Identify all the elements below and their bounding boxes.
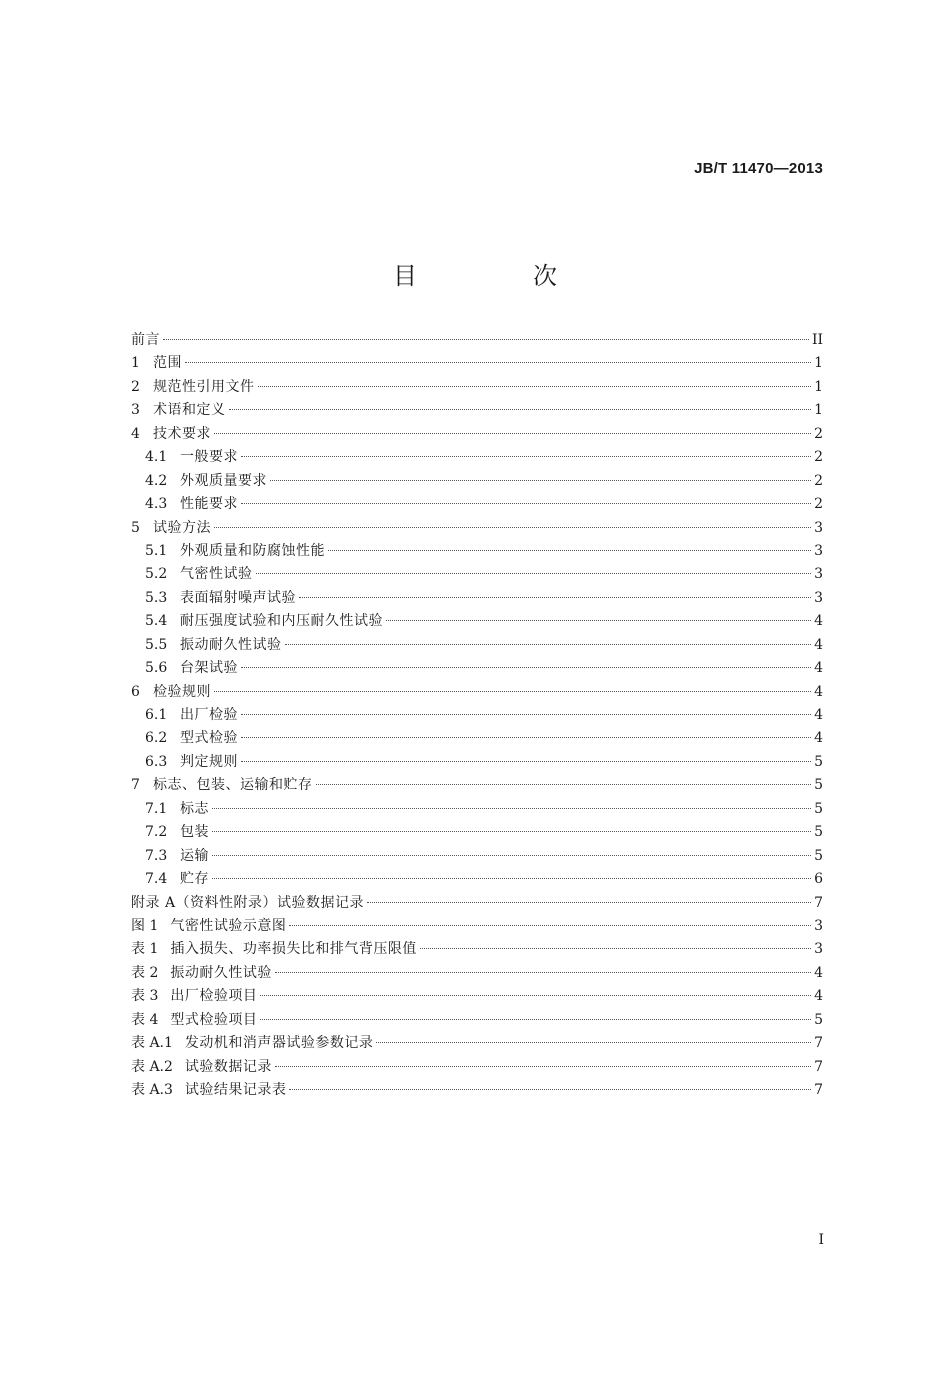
toc-entry-number: 图 1 — [131, 917, 159, 934]
toc-entry-title: 性能要求 — [180, 496, 238, 513]
toc-entry[interactable] — [131, 634, 823, 657]
toc-leader-dots — [316, 783, 812, 785]
toc-entry-number: 6.2 — [145, 730, 168, 747]
toc-leader-dots — [212, 877, 811, 879]
toc-entry-title: 规范性引用文件 — [153, 378, 255, 395]
toc-entry[interactable] — [131, 587, 823, 610]
toc-entry-title: 试验数据记录 — [184, 1058, 272, 1075]
toc-entry-number: 5 — [131, 519, 140, 536]
toc-entry-title: 外观质量和防腐蚀性能 — [180, 542, 325, 559]
toc-entry-page: 4 — [814, 730, 823, 747]
toc-entry-title: 型式检验项目 — [170, 1011, 258, 1028]
toc-entry-title: 检验规则 — [153, 683, 211, 700]
toc-entry-title: 振动耐久性试验 — [170, 964, 272, 981]
toc-entry-page: 6 — [814, 871, 823, 888]
toc-entry[interactable] — [131, 423, 823, 446]
toc-leader-dots — [241, 713, 811, 715]
toc-entry-page: 5 — [814, 753, 823, 770]
toc-leader-dots — [289, 1088, 811, 1090]
toc-entry-page: 4 — [814, 613, 823, 630]
toc-entry-title: 附录 A（资料性附录）试验数据记录 — [131, 894, 365, 911]
toc-entry-title: 台架试验 — [180, 660, 238, 677]
toc-entry-title: 试验方法 — [153, 519, 211, 536]
toc-entry-number: 表 A.1 — [131, 1035, 173, 1052]
toc-entry[interactable] — [131, 329, 823, 352]
toc-leader-dots — [214, 690, 811, 692]
toc-leader-dots — [260, 1018, 811, 1020]
toc-entry-title: 范围 — [153, 355, 182, 372]
toc-leader-dots — [241, 736, 811, 738]
toc-entry-title: 出厂检验 — [180, 707, 238, 723]
toc-entry-title: 标志、包装、运输和贮存 — [153, 777, 313, 794]
toc-entry-page: 5 — [814, 824, 823, 841]
toc-entry-title: 发动机和消声器试验参数记录 — [184, 1035, 374, 1052]
toc-entry-number: 表 2 — [131, 964, 159, 981]
toc-entry[interactable] — [131, 821, 823, 844]
toc-entry-page: 4 — [814, 683, 823, 700]
toc-entry-title: 运输 — [180, 847, 209, 864]
toc-entry-page: 2 — [814, 449, 823, 466]
toc-entry[interactable] — [131, 962, 823, 985]
toc-leader-dots — [275, 1065, 811, 1067]
toc-entry-number: 7.1 — [145, 800, 168, 817]
toc-entry-title: 试验结果记录表 — [184, 1082, 287, 1098]
toc-entry-page: 4 — [814, 660, 823, 677]
toc-entry-number: 5.4 — [145, 613, 168, 630]
toc-entry-title: 出厂检验项目 — [170, 988, 258, 1005]
toc-leader-dots — [185, 361, 811, 363]
toc-entry[interactable] — [131, 1079, 823, 1102]
toc-entry-title: 前言 — [131, 332, 160, 348]
toc-leader-dots — [299, 596, 811, 598]
toc-entry[interactable] — [131, 470, 823, 493]
toc-entry-number: 1 — [131, 355, 140, 372]
toc-entry[interactable] — [131, 1032, 823, 1055]
toc-entry-number: 表 4 — [131, 1011, 159, 1028]
toc-entry[interactable] — [131, 938, 823, 961]
toc-entry-number: 7 — [131, 777, 140, 794]
toc-entry-number: 4.2 — [145, 472, 168, 489]
toc-entry[interactable] — [131, 774, 823, 797]
toc-entry-title: 气密性试验 — [180, 566, 253, 583]
toc-entry[interactable] — [131, 727, 823, 750]
toc-entry[interactable] — [131, 704, 823, 727]
toc-entry-number: 7.2 — [145, 824, 168, 841]
toc-entry[interactable] — [131, 915, 823, 938]
toc-entry-page: 2 — [814, 425, 823, 442]
toc-entry-page: 1 — [814, 378, 823, 395]
toc-entry-number: 7.3 — [145, 847, 168, 864]
toc-leader-dots — [256, 572, 812, 574]
toc-leader-dots — [241, 455, 811, 457]
toc-entry-title: 标志 — [180, 800, 209, 817]
toc-entry[interactable] — [131, 376, 823, 399]
toc-entry[interactable] — [131, 540, 823, 563]
toc-entry-page: 2 — [814, 496, 823, 513]
toc-entry-page: 5 — [814, 1011, 823, 1028]
toc-entry-title: 插入损失、功率损失比和排气背压限值 — [170, 941, 417, 958]
toc-entry[interactable] — [131, 517, 823, 540]
toc-entry-title: 贮存 — [180, 871, 209, 888]
toc-entry[interactable] — [131, 751, 823, 774]
toc-entry-number: 5.1 — [145, 542, 168, 559]
toc-leader-dots — [258, 385, 812, 387]
toc-entry[interactable] — [131, 352, 823, 375]
toc-entry-number: 7.4 — [145, 871, 168, 888]
toc-entry-page: 4 — [814, 964, 823, 981]
toc-entry-title: 一般要求 — [180, 449, 238, 466]
toc-entry-number: 6.3 — [145, 753, 168, 770]
toc-leader-dots — [270, 479, 811, 481]
toc-entry-page: 7 — [814, 1082, 823, 1098]
toc-entry-page: 4 — [814, 636, 823, 653]
toc-entry[interactable] — [131, 798, 823, 821]
toc-entry-number: 2 — [131, 378, 140, 395]
toc-entry[interactable] — [131, 1009, 823, 1032]
toc-entry-title: 表面辐射噪声试验 — [180, 589, 296, 606]
toc-entry[interactable] — [131, 868, 823, 891]
toc-entry-page: 3 — [814, 566, 823, 583]
toc-entry[interactable] — [131, 563, 823, 586]
toc-entry[interactable] — [131, 446, 823, 469]
standard-code: JB/T 11470—2013 — [694, 160, 823, 177]
toc-entry-number: 4.1 — [145, 449, 168, 466]
toc-leader-dots — [241, 502, 811, 504]
toc-entry-title: 外观质量要求 — [180, 472, 267, 489]
toc-entry-number: 表 A.2 — [131, 1058, 173, 1075]
toc-entry-page: 5 — [814, 800, 823, 817]
toc-leader-dots — [212, 854, 811, 856]
toc-entry-page: 5 — [814, 847, 823, 864]
toc-entry-title: 型式检验 — [180, 730, 238, 747]
toc-entry-title: 气密性试验示意图 — [170, 917, 287, 934]
toc-entry-page: 3 — [814, 917, 823, 934]
toc-entry-number: 表 1 — [131, 941, 159, 958]
toc-entry[interactable] — [131, 610, 823, 633]
toc-leader-dots — [212, 807, 811, 809]
toc-entry-page: II — [811, 332, 823, 348]
toc-entry-title: 技术要求 — [153, 425, 211, 442]
toc-leader-dots — [275, 971, 811, 973]
toc-entry-number: 5.3 — [145, 589, 168, 606]
toc-entry-page: 5 — [814, 777, 823, 794]
toc-entry-page: 3 — [814, 589, 823, 606]
toc-entry-page: 3 — [814, 542, 823, 559]
page-number: I — [818, 1232, 824, 1248]
toc-entry-page: 7 — [814, 894, 823, 911]
toc-entry-number: 6 — [131, 683, 140, 700]
toc-entry-page: 7 — [814, 1035, 823, 1052]
toc-entry-number: 6.1 — [145, 707, 168, 723]
toc-leader-dots — [285, 643, 812, 645]
toc-entry-page: 3 — [814, 941, 823, 958]
toc-entry-title: 术语和定义 — [153, 402, 226, 419]
toc-entry[interactable] — [131, 1056, 823, 1079]
toc-entry-title: 判定规则 — [180, 753, 238, 770]
toc-leader-dots — [328, 549, 811, 551]
toc-title: 目 次 — [393, 262, 603, 290]
toc-entry-number: 4 — [131, 425, 140, 442]
toc-entry-number: 5.5 — [145, 636, 168, 653]
toc-leader-dots — [420, 947, 811, 949]
toc-entry-page: 4 — [814, 988, 823, 1005]
toc-leader-dots — [229, 408, 812, 410]
toc-entry[interactable] — [131, 892, 823, 915]
toc-entry-title: 耐压强度试验和内压耐久性试验 — [180, 613, 383, 630]
toc-entry-title: 包装 — [180, 824, 209, 841]
toc-entry[interactable] — [131, 657, 823, 680]
toc-leader-dots — [214, 526, 811, 528]
toc-leader-dots — [212, 830, 811, 832]
toc-entry[interactable] — [131, 681, 823, 704]
toc-leader-dots — [260, 994, 811, 996]
toc-entry-page: 7 — [814, 1058, 823, 1075]
toc-entry-page: 2 — [814, 472, 823, 489]
toc-entry-number: 5.2 — [145, 566, 168, 583]
toc-entry-number: 表 A.3 — [131, 1082, 173, 1098]
table-of-contents — [131, 329, 823, 1102]
toc-entry-number: 5.6 — [145, 660, 168, 677]
toc-entry[interactable] — [131, 845, 823, 868]
toc-entry-page: 1 — [814, 402, 823, 419]
toc-entry-number: 表 3 — [131, 988, 159, 1005]
toc-entry[interactable] — [131, 985, 823, 1008]
toc-entry-number: 3 — [131, 402, 140, 419]
toc-entry-page: 3 — [814, 519, 823, 536]
toc-entry-page: 1 — [814, 355, 823, 372]
toc-entry-title: 振动耐久性试验 — [180, 636, 282, 653]
toc-leader-dots — [386, 619, 811, 621]
toc-leader-dots — [289, 924, 811, 926]
toc-leader-dots — [241, 666, 811, 668]
toc-entry[interactable] — [131, 493, 823, 516]
toc-leader-dots — [214, 432, 811, 434]
toc-entry[interactable] — [131, 399, 823, 422]
toc-leader-dots — [241, 760, 811, 762]
toc-entry-page: 4 — [814, 707, 823, 723]
toc-leader-dots — [367, 901, 811, 903]
toc-leader-dots — [163, 338, 809, 340]
toc-leader-dots — [376, 1041, 811, 1043]
toc-entry-number: 4.3 — [145, 496, 168, 513]
